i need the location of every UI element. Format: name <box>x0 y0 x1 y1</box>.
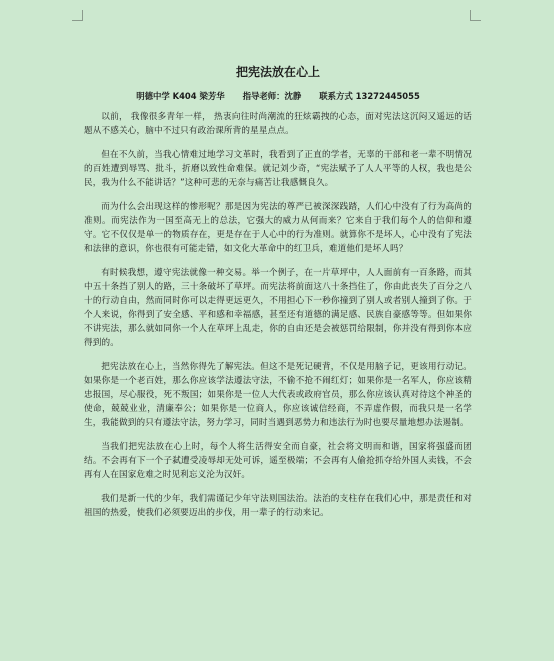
author-byline <box>84 90 472 102</box>
paragraph-2: 但在不久前，当我心情难过地学习文革时，我看到了正直的学者，无辜的干部和老一辈不明情况的百姓遭到辱骂、批斗，折磨以致性命难保。就记刘少奇，“宪法赋予了人人平等的人权，我也是公民，我为什么不能讲话？”这种可悲的无奈与痛苦让我感慨良久。 <box>84 150 472 188</box>
paragraph-7: 我们是新一代的少年，我们需谨记少年守法则国法治。法治的支柱存在我们心中，那是责任和对祖国的热爱，使我们必须要迈出的步伐，用一辈子的行动来记。 <box>84 494 472 518</box>
paragraph-1: 以前， 我像很多青年一样， 热衷向往时尚潮流的狂炫霸拽的心态，面对宪法这沉闷又遥远的话题从不感关心，脑中不过只有政治课所背的星星点点。 <box>84 112 472 136</box>
page-margin-mark-top-left <box>72 10 83 21</box>
paragraph-5: 把宪法放在心上，当然你得先了解宪法。但这不是死记硬背，不仅是用脑子记，更该用行动记。如果你是一个老百姓，那么你应该学法遵法守法，不偷不抢不闹红灯；如果你是一名军人，你应该精忠报国，尽心服役，死不叛国；如果你是一位人大代表或政府官员，那么你应该认真对待这个神圣的使命，兢兢业业，清廉奉公；如果你是一位商人，你应该诚信经商，不弄虚作假，而我只是一名学生，我能做到的只有遵法守法，努力学习，同时当遇到恶势力和违法行为时也要尽量地想办法遏制。 <box>84 362 472 428</box>
paragraph-3: 而为什么会出现这样的惨形呢？那是因为宪法的尊严已被深深践踏，人们心中没有了行为高尚的准则。而宪法作为一国至高无上的总法，它强大的威力从何而来？它来自于我们每个人的信仰和遵守。它不仅仅是单一的物质存在，更是存在于人心中的行为准则。就算你不是坏人，心中没有了宪法和法律的意识，你也很有可能走错，如文化大革命中的红卫兵，难道他们是坏人吗？ <box>84 202 472 254</box>
paragraph-4: 有时候我想，遵守宪法就像一种交易。举一个例子，在一片草坪中，人人面前有一百条路，而其中五十条挡了别人的路，三十条破坏了草坪。而宪法将前面这八十条挡住了，你由此丧失了百分之八十的行动自由，然而同时你可以走得更远更久，不用担心下一秒你撞到了别人或者别人撞到了你。于个人来说，你得到了安全感、平和感和幸福感，甚至还有道德的满足感、民族自豪感等等。但如果你不讲宪法，那么就如同你一个人在草坪上乱走，你的自由还是会被惩罚给限制，你并没有得到你本应得到的。 <box>84 268 472 348</box>
document-body <box>84 64 472 530</box>
document-title: 把宪法放在心上 <box>235 65 320 79</box>
byline-teacher: 指导老师：沈静 <box>242 91 302 101</box>
byline-school-author: 明德中学 K404 梁芳华 <box>136 91 225 101</box>
page-margin-mark-top-right <box>470 10 481 21</box>
byline-contact: 联系方式 13272445055 <box>319 91 420 101</box>
paragraph-6: 当我们把宪法放在心上时，每个人将生活得安全而自豪，社会将文明而和谐，国家将强盛而团结。不会再有下一个子弑遭受凌辱却无处可诉，遥至极端；不会再有人偷抢抓夺给外国人卖钱，不会再有人在国家危难之时见利忘义沦为汉奸。 <box>84 442 472 480</box>
